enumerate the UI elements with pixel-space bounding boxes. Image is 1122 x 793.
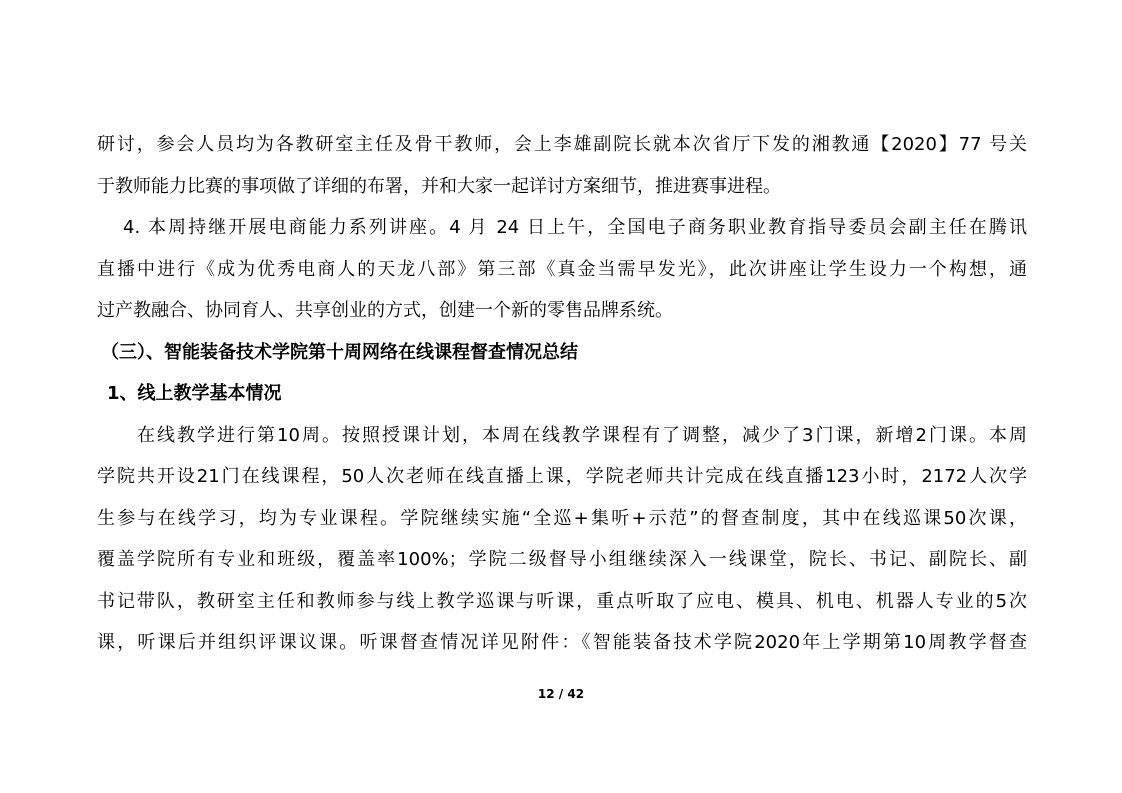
text-line: 于教师能力比赛的事项做了详细的布署，并和大家一起详讨方案细节，推进赛事进程。 — [97, 175, 781, 197]
text-line: 覆盖学院所有专业和班级，覆盖率100%；学院二级督导小组继续深入一线课堂，院长、书记、副院长、副 — [97, 549, 1027, 570]
section-heading: （三）、智能装备技术学院第十周网络在线课程督查情况总结 — [101, 341, 578, 363]
text-line: 4. 本周持继开展电商能力系列讲座。4 月 24 日上午，全国电子商务职业教育指导委员会副主任在腾讯 — [123, 217, 1027, 238]
text-line: 书记带队，教研室主任和教师参与线上教学巡课与听课，重点听取了应电、模具、机电、机器人专业的5次 — [97, 590, 1027, 612]
text-line: 直播中进行《成为优秀电商人的天龙八部》第三部《真金当需早发光》，此次讲座让学生设力一个构想，通 — [97, 258, 1027, 280]
text-line: 课，听课后并组织评课议课。听课督查情况详见附件：《智能装备技术学院2020年上学期第10周教学督查 — [97, 632, 1027, 653]
paragraph-meeting — [97, 124, 1027, 207]
paragraph-online-teaching — [97, 415, 1027, 664]
page-number: 12 / 42 — [537, 687, 585, 701]
text-line: 在线教学进行第10周。按照授课计划，本周在线教学课程有了调整，减少了3门课，新增2门课。本周 — [137, 424, 1027, 446]
text-line: 研讨，参会人员均为各教研室主任及骨干教师，会上李雄副院长就本次省厅下发的湘教通【2020】77 号关 — [97, 134, 1027, 155]
page-content — [97, 124, 1027, 664]
paragraph-lecture — [97, 207, 1027, 332]
text-line: 过产教融合、协同育人、共享创业的方式，创建一个新的零售品牌系统。 — [97, 300, 673, 321]
text-line: 生参与在线学习，均为专业课程。学院继续实施“全巡+集听+示范”的督查制度，其中在线巡课50次课， — [97, 507, 1027, 529]
subsection-heading: 1、线上教学基本情况 — [107, 383, 282, 404]
text-line: 学院共开设21门在线课程，50人次老师在线直播上课，学院老师共计完成在线直播123小时，2172人次学 — [97, 466, 1027, 487]
